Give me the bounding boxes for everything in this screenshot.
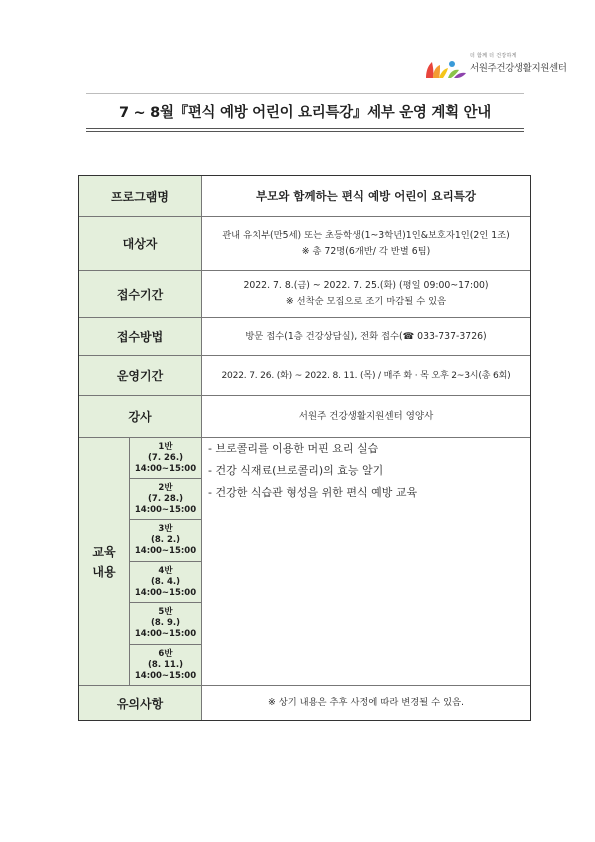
class-name: 6반 (158, 648, 173, 659)
reception-value (201, 270, 530, 317)
class-time: 14:00~15:00 (134, 629, 197, 639)
period-label: 운영기간 (79, 355, 201, 395)
education-content (201, 437, 530, 685)
class-cell-4 (129, 561, 201, 602)
class-time: 14:00~15:00 (134, 504, 197, 515)
class-time: 14:00~15:00 (134, 670, 197, 681)
reception-label: 접수기간 (79, 270, 201, 317)
education-item: - 건강한 식습관 형성을 위한 편식 예방 교육 (208, 486, 418, 499)
method-value: 방문 접수(1층 건강상담실), 전화 접수(☎ 033-737-3726) (201, 317, 530, 355)
notes-value: ※ 상기 내용은 추후 사정에 따라 변경될 수 있음. (201, 685, 530, 720)
target-label: 대상자 (79, 216, 201, 270)
education-label (79, 437, 129, 685)
target-value (201, 216, 530, 270)
notes-label: 유의사항 (79, 685, 201, 720)
class-name: 5반 (158, 607, 173, 617)
class-cell-6 (129, 644, 201, 685)
class-cell-2 (129, 478, 201, 519)
program-label: 프로그램명 (79, 176, 201, 216)
logo-name: 서원주건강생활지원센터 (470, 63, 567, 74)
class-date: (7. 26.) (148, 452, 183, 463)
education-item: - 브로콜리를 이용한 머핀 요리 실습 (208, 442, 379, 455)
class-date: (8. 4.) (150, 576, 180, 587)
class-date: (8. 2.) (150, 535, 180, 545)
class-name: 3반 (158, 524, 173, 534)
education-label-line2: 내용 (92, 564, 116, 579)
info-table (78, 175, 531, 721)
reception-line2: ※ 선착순 모집으로 조기 마감될 수 있음 (285, 296, 447, 307)
method-label: 접수방법 (79, 317, 201, 355)
class-name: 1반 (158, 441, 173, 452)
target-line2: ※ 총 72명(6개반/ 각 반별 6팀) (301, 245, 431, 257)
class-date: (7. 28.) (148, 493, 183, 504)
instructor-label: 강사 (79, 395, 201, 437)
class-cell-1 (129, 437, 201, 478)
logo-tagline: 더 함께 더 건강하게 (470, 53, 517, 59)
class-cell-3 (129, 519, 201, 561)
class-time: 14:00~15:00 (134, 546, 197, 556)
title-banner (86, 93, 524, 132)
class-date: (8. 11.) (148, 659, 183, 670)
class-cell-5 (129, 602, 201, 644)
center-logo (424, 50, 584, 82)
target-line1: 관내 유치부(만5세) 또는 초등학생(1~3학년)1인&보호자1인(2인 1조) (222, 229, 510, 241)
instructor-value: 서원주 건강생활지원센터 영양사 (201, 395, 530, 437)
class-time: 14:00~15:00 (134, 463, 197, 474)
class-time: 14:00~15:00 (134, 587, 197, 598)
class-date: (8. 9.) (150, 618, 180, 628)
education-item: - 건강 식재료(브로콜리)의 효능 알기 (208, 464, 384, 477)
class-name: 2반 (158, 482, 173, 493)
page-title: 7 ~ 8월『편식 예방 어린이 요리특강』세부 운영 계획 안내 (119, 104, 491, 121)
program-value: 부모와 함께하는 편식 예방 어린이 요리특강 (201, 176, 530, 216)
reception-line1: 2022. 7. 8.(금) ~ 2022. 7. 25.(화) (평일 09:00~17:00) (243, 280, 489, 291)
education-label-line1: 교육 (92, 544, 116, 559)
class-name: 4반 (158, 565, 173, 576)
logo-mark-icon (424, 58, 468, 80)
period-value: 2022. 7. 26. (화) ~ 2022. 8. 11. (목) / 매주 화 · 목 오후 2~3시(총 6회) (201, 355, 530, 395)
